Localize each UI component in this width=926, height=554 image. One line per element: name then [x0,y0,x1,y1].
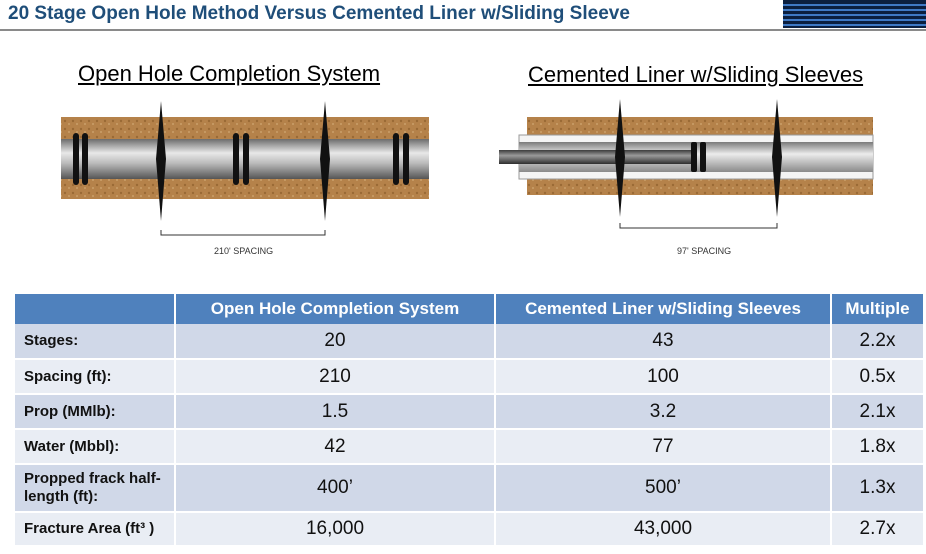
open-hole-value: 16,000 [175,512,495,546]
row-label: Propped frack half-length (ft): [15,464,175,512]
multiple-value: 1.8x [831,429,923,464]
spacing-bracket [620,223,777,228]
cemented-liner-spacing-label: 97' SPACING [677,246,732,256]
table-row [15,394,923,429]
header-cemented-liner: Cemented Liner w/Sliding Sleeves [495,294,831,324]
company-logo [783,0,926,28]
header-label-column [15,294,175,324]
cemented-value: 100 [495,359,831,394]
table-row [15,512,923,546]
open-hole-value: 20 [175,324,495,359]
row-label: Water (Mbbl): [15,429,175,464]
row-label: Prop (MMlb): [15,394,175,429]
header-open-hole: Open Hole Completion System [175,294,495,324]
cemented-value: 500’ [495,464,831,512]
multiple-value: 2.2x [831,324,923,359]
row-label: Spacing (ft): [15,359,175,394]
spacing-bracket [161,230,325,235]
multiple-value: 0.5x [831,359,923,394]
row-label: Stages: [15,324,175,359]
fracture-mark [772,99,782,217]
cemented-value: 43,000 [495,512,831,546]
comparison-table [15,294,923,547]
open-hole-value: 42 [175,429,495,464]
cemented-liner-diagram-title: Cemented Liner w/Sliding Sleeves [528,62,864,87]
table-header-row [15,294,923,324]
multiple-value: 2.1x [831,394,923,429]
cemented-value: 3.2 [495,394,831,429]
row-label: Fracture Area (ft³ ) [15,512,175,546]
cemented-liner-diagram [495,95,880,235]
work-string [499,150,695,164]
table-row [15,324,923,359]
open-hole-value: 400’ [175,464,495,512]
open-hole-spacing-label: 210' SPACING [214,246,274,256]
cemented-value: 77 [495,429,831,464]
header-divider [0,29,926,31]
table-row [15,359,923,394]
multiple-value: 2.7x [831,512,923,546]
open-hole-value: 1.5 [175,394,495,429]
cemented-value: 43 [495,324,831,359]
multiple-value: 1.3x [831,464,923,512]
open-hole-value: 210 [175,359,495,394]
page-title: 20 Stage Open Hole Method Versus Cemented Liner w/Sliding Sleeve [8,3,630,24]
table-row [15,429,923,464]
table-row [15,464,923,512]
open-hole-diagram [55,95,435,245]
open-hole-diagram-title: Open Hole Completion System [78,61,381,86]
header-multiple: Multiple [831,294,923,324]
fracture-mark [615,99,625,217]
